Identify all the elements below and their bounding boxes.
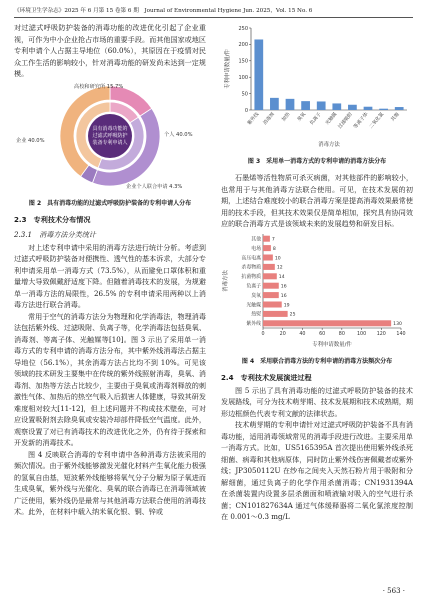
data-label: 7 xyxy=(271,237,275,242)
y-tick-label: 50 xyxy=(241,91,248,98)
x-tick-label: 臭氧 xyxy=(297,112,308,123)
bar xyxy=(263,292,279,298)
x-tick-label: 60 xyxy=(319,331,326,337)
x-tick-label: 100 xyxy=(356,331,367,337)
slice-label: 高校和研究所 15.7% xyxy=(74,83,124,90)
bar xyxy=(263,310,288,316)
y-tick-label: 200 xyxy=(238,42,248,49)
paragraph: 图 5 示出了具有消毒功能的过滤式呼吸防护装备的技术发展路线，可分为技术萌芽期、技术发展期和技术成熟期，期形边框颜色代表专利文献的法律状态。 xyxy=(221,385,413,418)
data-label: 8 xyxy=(272,246,276,252)
y-tick-label: 250 xyxy=(238,25,248,32)
y-tick-label: 电场 xyxy=(251,245,261,252)
bar xyxy=(317,101,326,110)
y-tick-label: 高压电离 xyxy=(241,254,261,261)
x-tick-label: 其他 xyxy=(390,112,401,123)
bar xyxy=(254,39,263,110)
donut-center-label: 装备专利申请人 xyxy=(92,139,128,146)
bar xyxy=(286,99,295,110)
y-tick-label: 抗菌物质 xyxy=(241,273,261,280)
x-tick-label: 过滤吸附 xyxy=(337,112,354,130)
y-tick-label: 紫外线 xyxy=(246,320,261,327)
bar xyxy=(263,301,282,307)
data-label: 130 xyxy=(393,321,402,327)
x-tick-label: 140 xyxy=(396,331,406,337)
y-tick-label: 其他 xyxy=(251,236,261,242)
x-tick-label: 二氧化氯 xyxy=(368,112,386,130)
bar xyxy=(263,273,277,279)
bar xyxy=(348,105,357,110)
bar xyxy=(263,282,279,288)
section-heading: 2.3 专利技术分布情况 xyxy=(14,214,91,224)
paragraph: 图 4 反映联合消毒的专利申请中各种消毒方法被采用的频次情况。由于紫外线能够激发光催化材料产生氧化能力极强的氢氧自由基，短波紫外线能够将氧气分子分解为原子氧进而生成臭氧，紫外线与光催化、臭氧的联合消毒已在消毒领域被广泛使用，紫外线仍是最常与其他消毒方法联合使用的消毒技术。此外，在材料中载入纳米氧化银、铜、锌或 xyxy=(14,449,206,516)
figure-2-caption: 图 2 具有消毒功能的过滤式呼吸防护装备的专利申请人分布 xyxy=(28,199,192,207)
y-tick-label: 热熨 xyxy=(251,311,261,318)
figure-4-caption: 图 4 采用联合消毒方法的专利申请的消毒方法频次分布 xyxy=(241,357,393,365)
y-axis-label: 专利申请数量/件 xyxy=(225,49,231,89)
paragraph: 常用于空气的消毒方法分为物理和化学消毒法，物理消毒法包括紫外线、过滤吸附、负离子等，化学消毒法包括臭氧、消毒剂、等离子体、光触媒等[10]。图 3 示出了采用单一消毒方式的专利申请的消毒方法分布，其中紫外线消毒法占据主导地位（56.1%），其余消毒方法占比均不到 10%。可见该领域的技术研发主要集中在传统的紫外线照射消毒，臭氧、消毒剂、加热等方法占比较少，主要由于臭氧或消毒剂释放的刺激性气体、加热后的热空气吸入后损害人体健康，导致其研发难度相对较大[11-12]，但上述问题并不构成技术壁垒，可对应设置吸附剂去除臭氧或安装冷却部件降低空气温度。此外，观察设置了对已有消毒技术的改进优化之外，仍有待于探索和开发新的消毒技术。 xyxy=(14,311,206,447)
slice-label: 企业 40.0% xyxy=(16,137,45,144)
x-tick-label: 消毒剂 xyxy=(262,112,276,127)
y-tick-label: 150 xyxy=(238,58,248,65)
y-tick-label: 臭氧 xyxy=(251,292,261,299)
page-number: · 563 · xyxy=(382,587,405,595)
data-label: 14 xyxy=(278,274,285,280)
figure-2 xyxy=(14,80,206,196)
data-label: 10 xyxy=(274,255,281,261)
horizontal-bar-chart xyxy=(221,230,413,350)
data-label: 25 xyxy=(289,312,296,318)
x-tick-label: 20 xyxy=(279,331,286,337)
y-tick-label: 100 xyxy=(238,75,248,81)
subsection-heading: 2.3.1 消毒方法分类统计 xyxy=(14,229,96,239)
slice-label: 企业个人联合申请 4.3% xyxy=(126,183,183,190)
bar xyxy=(263,254,273,260)
data-label: 16 xyxy=(280,293,287,299)
y-tick-label: 负离子 xyxy=(246,283,261,289)
x-tick-label: 紫外线 xyxy=(247,112,261,127)
bar xyxy=(364,107,373,110)
x-axis-label: 专利申请数量/件 xyxy=(312,341,352,348)
x-tick-label: 40 xyxy=(299,331,306,337)
x-tick-label: 光触媒 xyxy=(325,112,339,127)
paragraph: 技术萌芽期的专利申请针对过滤式呼吸防护装备不具有消毒功能，适用消毒领域常见的消毒手段进行改进。主要采用单一消毒方式。比如，US5165395A 首次提出使用紫外线杀死细菌、病毒和其他病原体，同时防止紫外线伤害佩戴者或紫外线；JP3050112U 在纱布之间夹入天然石粉片用于吸附和分解细菌，通过负离子的化学作用杀菌消毒；CN1931394A 在杀菌装置内设置多层杀菌面和喷液输对吸入的空气进行杀菌；CN101827634A 通过气体缓释器将二氧化氯浓度控制在 0.001～0.3 mg/L xyxy=(221,420,413,521)
vertical-bar-chart xyxy=(221,22,413,150)
y-tick-label: 杀毒物质 xyxy=(241,264,261,271)
bar xyxy=(332,103,341,110)
data-label: 16 xyxy=(280,284,287,289)
slice-label: 个人 40.0% xyxy=(164,131,193,138)
x-tick-label: 120 xyxy=(376,331,386,337)
bar xyxy=(263,245,271,251)
paragraph: 对上述专利申请中采用的消毒方法进行统计分析。考虑到过滤式呼吸防护装备对便携性、透气性的基本诉求，大部分专利申请采用单一消毒方式（73.5%），从而避免口罩体积和重量增大导致佩戴舒适度下降。但随着消毒技术的发展，为规避单一消毒方法的局限性，26.5% 的专利申请采用两种以上消毒方法进行联合消毒。 xyxy=(14,242,206,309)
donut-center-label: 过滤式呼吸防护 xyxy=(92,132,128,139)
bar xyxy=(395,107,404,110)
x-axis-label: 消毒方法 xyxy=(318,142,340,148)
running-header: 《环境卫生学杂志》2025 年 6 月第 15 卷第 6 期 Journal of Environmental Hygiene Jun. 2025，Vol. 15 No. 6 xyxy=(14,5,413,18)
data-label: 19 xyxy=(283,302,290,308)
x-tick-label: 0 xyxy=(261,331,265,337)
donut-center-label: 具有消毒功能的 xyxy=(92,125,128,132)
bar xyxy=(263,235,270,241)
right-column xyxy=(221,22,413,523)
donut-chart xyxy=(14,80,206,192)
bar xyxy=(270,98,279,110)
paragraph: 对过滤式呼吸防护装备的消毒功能的改进优化引起了企业重视，可作为中小企业抢占市场的重要手段。而其他国家或地区专利申请个人占据主导地位（60.0%），其原因在于疫情对民众工作生活的影响较小，针对消毒功能的研发尚未达到一定规模。 xyxy=(14,23,206,78)
x-tick-label: 等离子体 xyxy=(353,112,370,130)
figure-4 xyxy=(221,230,413,354)
y-tick-label: 0 xyxy=(244,107,248,114)
x-tick-label: 80 xyxy=(338,331,345,337)
section-heading: 2.4 专利技术发展演进过程 xyxy=(221,372,312,382)
bar xyxy=(379,109,388,110)
paragraph: 石墨烯等活性物质可杀灭病菌，对其他部件的影响较小，也常用于与其他消毒方法联合使用。可见，在技术发展的初期，上述结合难度较小的联合消毒方案是提高消毒效果最常使用的技术手段，但其技术效果仅是简单相加，探究具有协同效应的联合消毒方式是该领域未来的发展趋势和研发目标。 xyxy=(221,173,413,228)
data-label: 12 xyxy=(276,265,283,271)
figure-3-caption: 图 3 采用单一消毒方式的专利申请的消毒方法分布 xyxy=(247,158,387,165)
y-tick-label: 光触媒 xyxy=(246,301,261,308)
bar xyxy=(263,320,391,326)
x-tick-label: 负离子 xyxy=(309,112,323,127)
bar xyxy=(301,101,310,110)
bar xyxy=(263,263,275,269)
y-axis-label: 消毒方法 xyxy=(223,269,229,292)
left-column xyxy=(14,22,206,518)
figure-3 xyxy=(221,22,413,154)
x-tick-label: 加热 xyxy=(281,112,292,123)
